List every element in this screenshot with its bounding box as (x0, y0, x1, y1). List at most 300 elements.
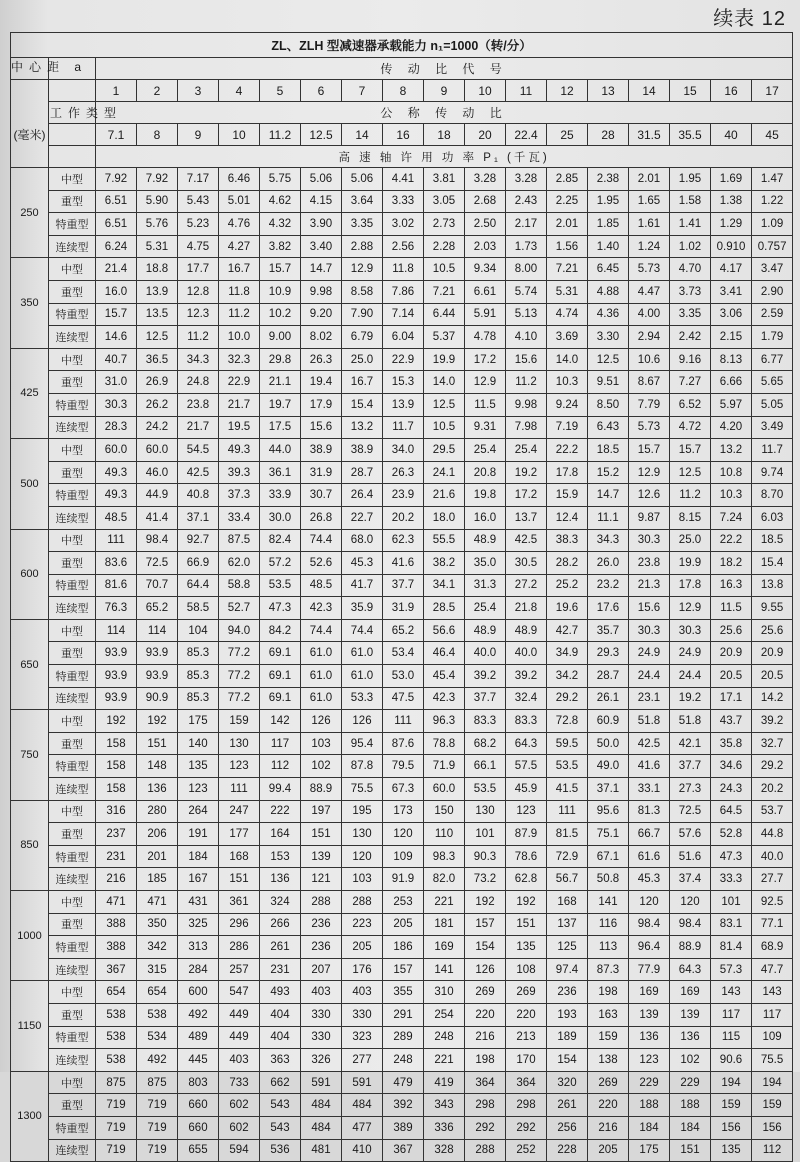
power-value-cell: 42.5 (506, 529, 547, 552)
work-type-label: 工作类型 (49, 102, 96, 124)
power-value-cell: 92.5 (752, 891, 793, 914)
nominal-ratio-cell: 7.1 (96, 124, 137, 146)
power-value-cell: 136 (260, 868, 301, 891)
power-value-cell: 248 (383, 1049, 424, 1072)
power-value-cell: 298 (465, 1094, 506, 1117)
power-value-cell: 22.2 (547, 439, 588, 462)
power-value-cell: 191 (178, 823, 219, 846)
power-value-cell: 93.9 (137, 642, 178, 665)
table-row (11, 258, 793, 281)
power-value-cell: 538 (96, 1026, 137, 1049)
power-value-cell: 40.7 (96, 348, 137, 371)
power-value-cell: 28.7 (588, 665, 629, 688)
power-value-cell: 0.757 (752, 235, 793, 258)
power-value-cell: 93.9 (96, 665, 137, 688)
power-value-cell: 220 (506, 1003, 547, 1026)
power-value-cell: 25.6 (711, 619, 752, 642)
power-value-cell: 292 (465, 1116, 506, 1139)
power-value-cell: 336 (424, 1116, 465, 1139)
power-value-cell: 10.9 (260, 280, 301, 303)
nominal-ratio-cell: 40 (711, 124, 752, 146)
power-value-cell: 114 (96, 619, 137, 642)
table-row (11, 416, 793, 439)
power-value-cell: 22.2 (711, 529, 752, 552)
power-value-cell: 37.3 (219, 484, 260, 507)
power-value-cell: 70.7 (137, 574, 178, 597)
power-value-cell: 130 (219, 732, 260, 755)
power-value-cell: 36.5 (137, 348, 178, 371)
power-value-cell: 654 (96, 981, 137, 1004)
power-value-cell: 14.7 (301, 258, 342, 281)
power-value-cell: 139 (670, 1003, 711, 1026)
power-value-cell: 61.6 (629, 845, 670, 868)
power-value-cell: 261 (260, 936, 301, 959)
power-value-cell: 87.5 (219, 529, 260, 552)
work-type-cell: 中型 (49, 981, 96, 1004)
power-value-cell: 17.5 (260, 416, 301, 439)
center-distance-cell: 750 (11, 710, 49, 800)
power-value-cell: 30.3 (670, 619, 711, 642)
power-value-cell: 248 (424, 1026, 465, 1049)
power-value-cell: 7.98 (506, 416, 547, 439)
power-value-cell: 24.9 (629, 642, 670, 665)
work-type-cell: 特重型 (49, 393, 96, 416)
power-value-cell: 10.3 (547, 371, 588, 394)
power-value-cell: 47.5 (383, 687, 424, 710)
power-value-cell: 116 (588, 913, 629, 936)
power-value-cell: 17.7 (178, 258, 219, 281)
power-value-cell: 194 (752, 1071, 793, 1094)
power-value-cell: 654 (137, 981, 178, 1004)
power-value-cell: 54.5 (178, 439, 219, 462)
power-value-cell: 298 (506, 1094, 547, 1117)
power-value-cell: 236 (547, 981, 588, 1004)
nominal-ratio-cell: 31.5 (629, 124, 670, 146)
power-value-cell: 83.6 (96, 552, 137, 575)
power-value-cell: 35.7 (588, 619, 629, 642)
power-value-cell: 4.00 (629, 303, 670, 326)
power-value-cell: 7.14 (383, 303, 424, 326)
power-value-cell: 15.6 (629, 597, 670, 620)
power-value-cell: 236 (301, 936, 342, 959)
power-value-cell: 11.5 (711, 597, 752, 620)
power-value-cell: 85.3 (178, 665, 219, 688)
power-value-cell: 1.65 (629, 190, 670, 213)
power-value-cell: 3.47 (752, 258, 793, 281)
work-type-cell: 中型 (49, 168, 96, 191)
power-value-cell: 5.37 (424, 326, 465, 349)
work-type-cell: 连续型 (49, 235, 96, 258)
power-value-cell: 51.8 (670, 710, 711, 733)
nominal-ratio-cell: 45 (752, 124, 793, 146)
power-value-cell: 256 (547, 1116, 588, 1139)
power-value-cell: 221 (424, 1049, 465, 1072)
power-value-cell: 10.0 (219, 326, 260, 349)
power-value-cell: 277 (342, 1049, 383, 1072)
power-value-cell: 52.8 (711, 823, 752, 846)
power-value-cell: 392 (383, 1094, 424, 1117)
power-value-cell: 19.4 (301, 371, 342, 394)
work-type-cell: 连续型 (49, 326, 96, 349)
power-value-cell: 135 (178, 755, 219, 778)
power-value-cell: 28.7 (342, 461, 383, 484)
power-value-cell: 49.3 (96, 461, 137, 484)
power-value-cell: 192 (465, 891, 506, 914)
power-value-cell: 6.24 (96, 235, 137, 258)
power-value-cell: 8.58 (342, 280, 383, 303)
power-value-cell: 269 (588, 1071, 629, 1094)
power-value-cell: 72.8 (547, 710, 588, 733)
power-value-cell: 121 (301, 868, 342, 891)
power-value-cell: 9.24 (547, 393, 588, 416)
power-value-cell: 26.4 (342, 484, 383, 507)
table-row (11, 891, 793, 914)
power-value-cell: 26.3 (383, 461, 424, 484)
power-value-cell: 2.59 (752, 303, 793, 326)
power-value-cell: 3.06 (711, 303, 752, 326)
power-value-cell: 37.7 (670, 755, 711, 778)
power-value-cell: 169 (670, 981, 711, 1004)
power-value-cell: 6.45 (588, 258, 629, 281)
power-value-cell: 389 (383, 1116, 424, 1139)
power-value-cell: 342 (137, 936, 178, 959)
power-value-cell: 361 (219, 891, 260, 914)
power-value-cell: 163 (588, 1003, 629, 1026)
center-distance-cell: 1000 (11, 891, 49, 981)
power-value-cell: 471 (96, 891, 137, 914)
power-value-cell: 1.09 (752, 213, 793, 236)
power-value-cell: 875 (137, 1071, 178, 1094)
power-value-cell: 158 (96, 778, 137, 801)
power-value-cell: 220 (588, 1094, 629, 1117)
power-value-cell: 12.9 (670, 597, 711, 620)
power-value-cell: 216 (588, 1116, 629, 1139)
power-value-cell: 159 (711, 1094, 752, 1117)
power-value-cell: 2.50 (465, 213, 506, 236)
power-value-cell: 3.30 (588, 326, 629, 349)
power-value-cell: 123 (219, 755, 260, 778)
power-value-cell: 25.0 (670, 529, 711, 552)
power-value-cell: 3.33 (383, 190, 424, 213)
power-value-cell: 46.4 (424, 642, 465, 665)
table-row (11, 823, 793, 846)
power-value-cell: 25.4 (506, 439, 547, 462)
power-value-cell: 264 (178, 800, 219, 823)
power-value-cell: 493 (260, 981, 301, 1004)
power-value-cell: 538 (137, 1003, 178, 1026)
table-row (11, 393, 793, 416)
power-value-cell: 3.49 (752, 416, 793, 439)
table-row (11, 913, 793, 936)
work-type-cell: 中型 (49, 439, 96, 462)
power-value-cell: 45.3 (629, 868, 670, 891)
power-value-cell: 135 (711, 1139, 752, 1162)
power-value-cell: 7.79 (629, 393, 670, 416)
power-value-cell: 11.8 (219, 280, 260, 303)
power-value-cell: 81.6 (96, 574, 137, 597)
work-type-cell: 中型 (49, 710, 96, 733)
power-value-cell: 320 (547, 1071, 588, 1094)
power-value-cell: 37.1 (588, 778, 629, 801)
work-type-cell: 重型 (49, 552, 96, 575)
power-value-cell: 257 (219, 958, 260, 981)
power-value-cell: 21.8 (506, 597, 547, 620)
power-value-cell: 72.5 (670, 800, 711, 823)
power-value-cell: 11.1 (588, 506, 629, 529)
power-value-cell: 8.15 (670, 506, 711, 529)
power-value-cell: 61.0 (342, 642, 383, 665)
power-value-cell: 1.61 (629, 213, 670, 236)
power-value-cell: 47.7 (752, 958, 793, 981)
work-type-cell: 中型 (49, 800, 96, 823)
work-type-cell: 特重型 (49, 303, 96, 326)
power-value-cell: 32.4 (506, 687, 547, 710)
power-value-cell: 38.9 (342, 439, 383, 462)
power-value-cell: 12.5 (670, 461, 711, 484)
power-value-cell: 367 (383, 1139, 424, 1162)
table-row (11, 800, 793, 823)
power-value-cell: 188 (629, 1094, 670, 1117)
power-value-cell: 96.4 (629, 936, 670, 959)
power-value-cell: 15.4 (342, 393, 383, 416)
power-value-cell: 111 (219, 778, 260, 801)
power-value-cell: 77.1 (752, 913, 793, 936)
power-value-cell: 28.2 (547, 552, 588, 575)
power-value-cell: 229 (629, 1071, 670, 1094)
power-value-cell: 655 (178, 1139, 219, 1162)
power-value-cell: 25.0 (342, 348, 383, 371)
power-value-cell: 60.0 (96, 439, 137, 462)
power-value-cell: 76.3 (96, 597, 137, 620)
power-value-cell: 12.8 (178, 280, 219, 303)
power-value-cell: 65.2 (383, 619, 424, 642)
power-value-cell: 28.5 (424, 597, 465, 620)
power-value-cell: 15.6 (301, 416, 342, 439)
power-value-cell: 216 (96, 868, 137, 891)
power-value-cell: 154 (465, 936, 506, 959)
power-value-cell: 15.4 (752, 552, 793, 575)
power-value-cell: 719 (96, 1094, 137, 1117)
power-value-cell: 364 (506, 1071, 547, 1094)
power-value-cell: 123 (178, 778, 219, 801)
power-value-cell: 205 (588, 1139, 629, 1162)
nominal-ratio-cell: 8 (137, 124, 178, 146)
power-value-cell: 90.3 (465, 845, 506, 868)
power-value-cell: 61.0 (342, 665, 383, 688)
power-value-cell: 175 (629, 1139, 670, 1162)
power-value-cell: 90.9 (137, 687, 178, 710)
power-value-cell: 130 (342, 823, 383, 846)
power-value-cell: 19.9 (424, 348, 465, 371)
power-value-cell: 4.41 (383, 168, 424, 191)
power-value-cell: 12.9 (629, 461, 670, 484)
power-value-cell: 87.6 (383, 732, 424, 755)
power-value-cell: 61.0 (301, 642, 342, 665)
power-value-cell: 323 (342, 1026, 383, 1049)
power-value-cell: 2.94 (629, 326, 670, 349)
power-value-cell: 11.7 (383, 416, 424, 439)
work-type-cell: 特重型 (49, 484, 96, 507)
power-value-cell: 35.8 (711, 732, 752, 755)
power-value-cell: 4.47 (629, 280, 670, 303)
power-value-cell: 261 (547, 1094, 588, 1117)
power-value-cell: 410 (342, 1139, 383, 1162)
power-value-cell: 25.2 (547, 574, 588, 597)
work-type-cell: 特重型 (49, 936, 96, 959)
power-value-cell: 221 (424, 891, 465, 914)
power-value-cell: 61.0 (301, 687, 342, 710)
power-value-cell: 126 (342, 710, 383, 733)
power-value-cell: 19.2 (506, 461, 547, 484)
power-value-cell: 5.05 (752, 393, 793, 416)
power-value-cell: 12.5 (424, 393, 465, 416)
power-value-cell: 29.5 (424, 439, 465, 462)
power-value-cell: 484 (342, 1094, 383, 1117)
nominal-ratio-cell: 9 (178, 124, 219, 146)
power-value-cell: 7.27 (670, 371, 711, 394)
power-value-cell: 71.9 (424, 755, 465, 778)
power-value-cell: 9.20 (301, 303, 342, 326)
power-value-cell: 141 (588, 891, 629, 914)
power-value-cell: 16.0 (465, 506, 506, 529)
work-type-cell: 特重型 (49, 845, 96, 868)
power-value-cell: 47.3 (711, 845, 752, 868)
power-value-cell: 3.69 (547, 326, 588, 349)
power-value-cell: 6.51 (96, 190, 137, 213)
center-distance-cell: 650 (11, 619, 49, 709)
power-value-cell: 18.2 (711, 552, 752, 575)
work-type-cell: 重型 (49, 1094, 96, 1117)
work-type-cell: 特重型 (49, 1026, 96, 1049)
corner-blank (49, 80, 96, 102)
power-value-cell: 73.2 (465, 868, 506, 891)
power-value-cell: 30.3 (96, 393, 137, 416)
power-value-cell: 88.9 (670, 936, 711, 959)
power-value-cell: 173 (383, 800, 424, 823)
table-row (11, 280, 793, 303)
power-value-cell: 231 (260, 958, 301, 981)
power-value-cell: 75.5 (342, 778, 383, 801)
power-value-cell: 51.6 (670, 845, 711, 868)
power-value-cell: 176 (342, 958, 383, 981)
work-type-cell: 重型 (49, 732, 96, 755)
power-value-cell: 27.7 (752, 868, 793, 891)
power-value-cell: 57.3 (711, 958, 752, 981)
power-value-cell: 84.2 (260, 619, 301, 642)
power-value-cell: 803 (178, 1071, 219, 1094)
power-value-cell: 21.3 (629, 574, 670, 597)
power-value-cell: 48.9 (506, 619, 547, 642)
power-value-cell: 42.5 (629, 732, 670, 755)
ratio-code-cell: 11 (506, 80, 547, 102)
power-value-cell: 25.4 (465, 439, 506, 462)
power-value-cell: 15.7 (670, 439, 711, 462)
power-value-cell: 9.98 (506, 393, 547, 416)
power-value-cell: 22.7 (342, 506, 383, 529)
corner-blank (49, 146, 96, 168)
power-value-cell: 120 (383, 823, 424, 846)
power-value-cell: 197 (301, 800, 342, 823)
power-value-cell: 41.7 (342, 574, 383, 597)
power-value-cell: 247 (219, 800, 260, 823)
power-value-cell: 12.6 (629, 484, 670, 507)
power-value-cell: 33.3 (711, 868, 752, 891)
power-value-cell: 6.77 (752, 348, 793, 371)
nominal-ratio-cell: 12.5 (301, 124, 342, 146)
power-value-cell: 296 (219, 913, 260, 936)
power-value-cell: 547 (219, 981, 260, 1004)
power-value-cell: 29.8 (260, 348, 301, 371)
power-value-cell: 109 (383, 845, 424, 868)
power-value-cell: 61.0 (301, 665, 342, 688)
power-value-cell: 536 (260, 1139, 301, 1162)
power-value-cell: 9.51 (588, 371, 629, 394)
power-value-cell: 154 (547, 1049, 588, 1072)
power-value-cell: 34.3 (178, 348, 219, 371)
power-value-cell: 6.52 (670, 393, 711, 416)
power-value-cell: 26.1 (588, 687, 629, 710)
power-value-cell: 65.2 (137, 597, 178, 620)
power-value-cell: 17.9 (301, 393, 342, 416)
power-value-cell: 68.0 (342, 529, 383, 552)
nominal-ratio-cell: 18 (424, 124, 465, 146)
table-row (11, 619, 793, 642)
power-value-cell: 3.35 (342, 213, 383, 236)
power-value-cell: 151 (506, 913, 547, 936)
power-value-cell: 45.3 (342, 552, 383, 575)
power-value-cell: 85.3 (178, 642, 219, 665)
power-value-cell: 2.56 (383, 235, 424, 258)
ratio-code-cell: 9 (424, 80, 465, 102)
power-value-cell: 126 (465, 958, 506, 981)
power-value-cell: 60.0 (137, 439, 178, 462)
power-value-cell: 81.4 (711, 936, 752, 959)
power-value-cell: 92.7 (178, 529, 219, 552)
power-value-cell: 330 (301, 1026, 342, 1049)
power-value-cell: 81.3 (629, 800, 670, 823)
table-row (11, 235, 793, 258)
power-value-cell: 111 (383, 710, 424, 733)
power-value-cell: 43.7 (711, 710, 752, 733)
power-value-cell: 48.5 (301, 574, 342, 597)
ratio-code-cell: 15 (670, 80, 711, 102)
power-value-cell: 280 (137, 800, 178, 823)
power-value-cell: 112 (752, 1139, 793, 1162)
power-value-cell: 184 (670, 1116, 711, 1139)
power-value-cell: 55.5 (424, 529, 465, 552)
power-value-cell: 4.88 (588, 280, 629, 303)
power-value-cell: 27.3 (670, 778, 711, 801)
work-type-cell: 连续型 (49, 1139, 96, 1162)
power-value-cell: 13.7 (506, 506, 547, 529)
power-value-cell: 20.5 (711, 665, 752, 688)
power-value-cell: 57.2 (260, 552, 301, 575)
power-value-cell: 185 (137, 868, 178, 891)
power-value-cell: 1.40 (588, 235, 629, 258)
ratio-code-cell: 14 (629, 80, 670, 102)
power-value-cell: 19.9 (670, 552, 711, 575)
ratio-code-cell: 5 (260, 80, 301, 102)
power-value-cell: 77.2 (219, 665, 260, 688)
power-value-cell: 139 (629, 1003, 670, 1026)
power-value-cell: 17.1 (711, 687, 752, 710)
power-value-cell: 72.5 (137, 552, 178, 575)
power-value-cell: 543 (260, 1094, 301, 1117)
power-value-cell: 198 (588, 981, 629, 1004)
power-value-cell: 126 (301, 710, 342, 733)
power-value-cell: 34.0 (383, 439, 424, 462)
power-value-cell: 41.6 (383, 552, 424, 575)
